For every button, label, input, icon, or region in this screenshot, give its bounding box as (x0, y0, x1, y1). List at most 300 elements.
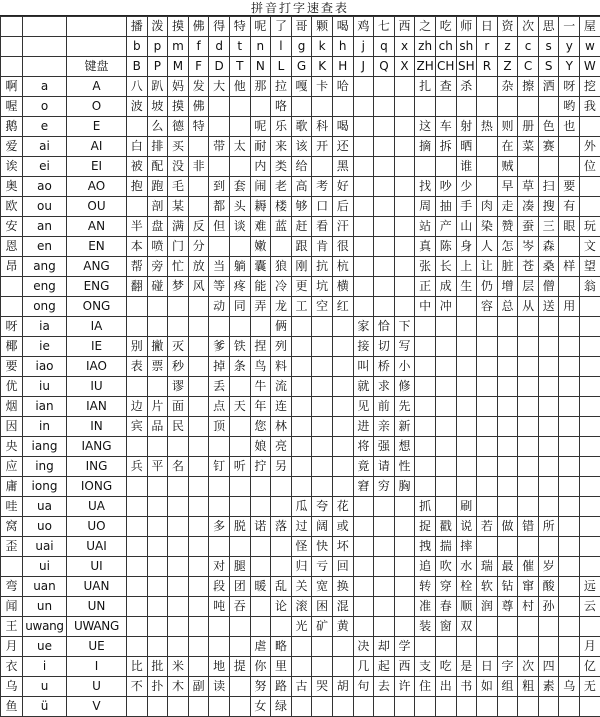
table-cell (188, 477, 209, 497)
table-cell: 杂 (497, 77, 518, 97)
table-cell: 平 (147, 457, 168, 477)
table-cell: 咯 (271, 97, 292, 117)
table-cell: IU (67, 377, 127, 397)
table-cell (229, 417, 250, 437)
table-cell: 路 (271, 677, 292, 697)
table-cell: 册 (518, 117, 539, 137)
table-cell (497, 337, 518, 357)
table-cell: 带 (209, 137, 230, 157)
table-cell (518, 477, 539, 497)
table-cell: AN (67, 217, 127, 237)
table-row (1, 317, 600, 337)
table-cell: 亏 (312, 557, 333, 577)
table-cell (394, 97, 415, 117)
table-cell: l (271, 37, 292, 57)
table-cell (67, 37, 127, 57)
table-row (1, 177, 600, 197)
table-cell: 佛 (188, 97, 209, 117)
table-cell: 喝 (332, 117, 353, 137)
table-cell (394, 237, 415, 257)
table-cell: 摸 (168, 17, 189, 37)
table-cell (456, 97, 477, 117)
table-cell: 站 (415, 217, 436, 237)
table-cell (332, 397, 353, 417)
table-cell (374, 237, 395, 257)
table-cell: 催 (518, 557, 539, 577)
table-cell: sh (456, 37, 477, 57)
table-cell: 肯 (312, 237, 333, 257)
table-cell: e (23, 117, 67, 137)
table-cell: 如 (477, 677, 498, 697)
table-cell: 虐 (250, 637, 271, 657)
table-cell: 说 (456, 517, 477, 537)
table-cell (312, 337, 333, 357)
pinyin-table (0, 16, 600, 717)
table-cell (538, 377, 559, 397)
table-cell: 被 (127, 157, 148, 177)
table-cell: 德 (168, 117, 189, 137)
table-cell (127, 537, 148, 557)
table-cell (332, 377, 353, 397)
table-cell: 毛 (168, 177, 189, 197)
table-cell: 手 (456, 197, 477, 217)
table-cell: 云 (580, 597, 600, 617)
table-cell: 烟 (1, 397, 23, 417)
table-cell: 兵 (127, 457, 148, 477)
table-cell: ei (23, 157, 67, 177)
table-row (1, 497, 600, 517)
table-cell: eng (23, 277, 67, 297)
table-cell (312, 357, 333, 377)
table-cell (250, 617, 271, 637)
table-cell: 僧 (538, 277, 559, 297)
table-cell: 月 (580, 637, 600, 657)
table-cell: k (312, 37, 333, 57)
table-cell: 送 (538, 297, 559, 317)
table-cell (374, 697, 395, 717)
table-cell: 跑 (147, 177, 168, 197)
table-cell: UO (67, 517, 127, 537)
table-row (1, 117, 600, 137)
table-cell: 来 (271, 137, 292, 157)
table-cell: c (518, 37, 539, 57)
table-cell (518, 417, 539, 437)
table-cell: 软 (477, 577, 498, 597)
table-cell (209, 477, 230, 497)
table-cell (394, 557, 415, 577)
table-cell: 这 (415, 117, 436, 137)
table-row (1, 277, 600, 297)
table-cell (394, 137, 415, 157)
table-row (1, 157, 600, 177)
table-cell: d (209, 37, 230, 57)
table-cell: 润 (477, 597, 498, 617)
table-row (1, 297, 600, 317)
table-cell: 查 (435, 77, 456, 97)
table-cell (477, 337, 498, 357)
table-cell: 头 (229, 197, 250, 217)
table-cell: 躺 (229, 257, 250, 277)
table-cell: 八 (127, 77, 148, 97)
table-cell: 满 (168, 217, 189, 237)
table-cell (518, 337, 539, 357)
table-cell: q (374, 37, 395, 57)
table-cell (353, 257, 374, 277)
table-cell: 是 (456, 657, 477, 677)
table-cell: t (229, 37, 250, 57)
table-cell (580, 337, 600, 357)
table-cell: 摔 (456, 537, 477, 557)
table-cell: 次 (518, 657, 539, 677)
table-cell: CH (435, 57, 456, 77)
table-cell: 别 (127, 337, 148, 357)
table-cell (559, 617, 580, 637)
table-cell (559, 437, 580, 457)
table-cell: u (23, 677, 67, 697)
table-cell: EI (67, 157, 127, 177)
table-cell (250, 557, 271, 577)
table-cell (477, 477, 498, 497)
table-cell (353, 537, 374, 557)
table-cell: 后 (332, 197, 353, 217)
table-cell: 连 (271, 397, 292, 417)
table-cell (497, 377, 518, 397)
table-cell (580, 197, 600, 217)
table-cell: n (250, 37, 271, 57)
table-cell: 能 (250, 277, 271, 297)
table-cell (394, 117, 415, 137)
table-cell (580, 377, 600, 397)
table-cell: 吨 (209, 597, 230, 617)
table-cell: 请 (374, 457, 395, 477)
table-cell: 组 (497, 677, 518, 697)
table-cell: 西 (394, 657, 415, 677)
table-cell (497, 697, 518, 717)
table-cell (353, 577, 374, 597)
table-cell: 努 (250, 677, 271, 697)
table-cell: 村 (518, 597, 539, 617)
table-cell: 贼 (497, 157, 518, 177)
table-cell: 眼 (559, 217, 580, 237)
table-cell: 写 (394, 337, 415, 357)
table-cell: 要 (559, 177, 580, 197)
table-cell: 发 (188, 77, 209, 97)
table-cell (538, 537, 559, 557)
table-cell: 乱 (271, 577, 292, 597)
table-cell: 洒 (538, 77, 559, 97)
table-cell: 吹 (435, 557, 456, 577)
table-cell (291, 657, 312, 677)
table-cell: 水 (456, 557, 477, 577)
table-cell: 成 (435, 277, 456, 297)
table-cell: ian (23, 397, 67, 417)
table-cell (229, 677, 250, 697)
table-row (1, 557, 600, 577)
table-cell: 品 (147, 417, 168, 437)
table-cell: 下 (394, 317, 415, 337)
table-cell (559, 597, 580, 617)
table-cell (168, 557, 189, 577)
table-cell: UN (67, 597, 127, 617)
table-cell (394, 157, 415, 177)
table-cell: 拉 (271, 77, 292, 97)
table-cell: j (353, 37, 374, 57)
table-cell: W (580, 57, 600, 77)
table-cell (168, 537, 189, 557)
table-cell: UA (67, 497, 127, 517)
table-row (1, 457, 600, 477)
table-cell (538, 97, 559, 117)
table-cell: 窝 (1, 517, 23, 537)
table-cell (332, 317, 353, 337)
table-cell (188, 657, 209, 677)
table-cell: 七 (374, 17, 395, 37)
table-cell: 喷 (147, 237, 168, 257)
table-cell: 四 (538, 657, 559, 677)
header-row-initials (1, 37, 600, 57)
table-cell (332, 337, 353, 357)
table-cell (435, 317, 456, 337)
table-cell (312, 637, 333, 657)
table-cell (291, 637, 312, 657)
table-cell: 做 (497, 517, 518, 537)
table-cell: 总 (497, 297, 518, 317)
table-cell (188, 357, 209, 377)
table-cell (394, 257, 415, 277)
table-cell: 弄 (250, 297, 271, 317)
table-cell: 天 (229, 397, 250, 417)
table-cell (394, 77, 415, 97)
table-cell: 吃 (435, 657, 456, 677)
table-cell: 从 (518, 297, 539, 317)
table-cell: w (580, 37, 600, 57)
table-cell (435, 397, 456, 417)
table-cell (415, 417, 436, 437)
table-cell: 上 (456, 257, 477, 277)
table-cell (312, 97, 333, 117)
table-cell (559, 397, 580, 417)
table-cell: 菜 (518, 137, 539, 157)
table-cell: 名 (168, 457, 189, 477)
table-cell: 蓝 (271, 217, 292, 237)
table-cell: 资 (497, 17, 518, 37)
table-cell: 弯 (1, 577, 23, 597)
table-cell: 科 (312, 117, 333, 137)
table-cell (518, 357, 539, 377)
table-cell: IANG (67, 437, 127, 457)
table-cell (559, 537, 580, 557)
table-cell: ING (67, 457, 127, 477)
table-cell: J (353, 57, 374, 77)
table-cell (209, 697, 230, 717)
table-cell (394, 177, 415, 197)
table-cell (271, 537, 292, 557)
table-cell (518, 397, 539, 417)
table-cell: 赞 (497, 217, 518, 237)
table-cell: 但 (209, 217, 230, 237)
table-cell (497, 437, 518, 457)
table-cell (271, 557, 292, 577)
table-cell (188, 137, 209, 157)
table-cell: 片 (147, 397, 168, 417)
table-cell (188, 437, 209, 457)
table-cell: 特 (229, 17, 250, 37)
table-cell (374, 117, 395, 137)
table-cell: y (559, 37, 580, 57)
table-cell (147, 437, 168, 457)
table-cell: 古 (291, 677, 312, 697)
table-cell: 闹 (250, 177, 271, 197)
table-cell (312, 377, 333, 397)
table-cell (353, 557, 374, 577)
table-cell: 许 (394, 677, 415, 697)
table-cell: g (291, 37, 312, 57)
table-cell: 用 (559, 297, 580, 317)
table-cell: 看 (312, 217, 333, 237)
table-cell: 本 (127, 237, 148, 257)
table-cell: 爹 (209, 337, 230, 357)
table-cell: 鱼 (1, 697, 23, 717)
table-cell (374, 557, 395, 577)
table-cell (477, 417, 498, 437)
table-cell: 论 (271, 597, 292, 617)
table-cell: 冷 (271, 277, 292, 297)
table-cell: 白 (127, 137, 148, 157)
table-row (1, 617, 600, 637)
table-cell (291, 397, 312, 417)
table-cell: 坡 (147, 97, 168, 117)
table-cell (374, 217, 395, 237)
table-cell: 怪 (291, 537, 312, 557)
table-cell: 他 (229, 77, 250, 97)
table-cell: 望 (580, 257, 600, 277)
table-cell: 肉 (477, 197, 498, 217)
table-cell: 光 (291, 617, 312, 637)
table-cell: 刷 (456, 497, 477, 517)
table-cell: ua (23, 497, 67, 517)
table-cell: 旁 (147, 257, 168, 277)
table-cell: 盘 (147, 217, 168, 237)
table-cell: X (394, 57, 415, 77)
table-cell: 接 (353, 337, 374, 357)
table-cell: iang (23, 437, 67, 457)
table-cell: 素 (538, 677, 559, 697)
table-cell (538, 337, 559, 357)
table-cell: 听 (229, 457, 250, 477)
table-cell: 钉 (209, 457, 230, 477)
table-cell (168, 317, 189, 337)
table-cell: 性 (394, 457, 415, 477)
table-cell (538, 697, 559, 717)
table-cell (415, 377, 436, 397)
table-cell: 小 (394, 357, 415, 377)
table-cell: 提 (229, 657, 250, 677)
table-cell: 岑 (518, 237, 539, 257)
table-cell (580, 497, 600, 517)
table-cell (415, 97, 436, 117)
table-cell (477, 177, 498, 197)
table-cell: 快 (312, 537, 333, 557)
table-cell: 摘 (415, 137, 436, 157)
table-cell: 开 (312, 137, 333, 157)
table-cell: iu (23, 377, 67, 397)
table-cell (374, 257, 395, 277)
table-cell: 戳 (435, 517, 456, 537)
table-cell: 表 (127, 357, 148, 377)
table-cell: 见 (353, 397, 374, 417)
table-cell: s (538, 37, 559, 57)
table-cell (435, 357, 456, 377)
table-cell: 衣 (1, 657, 23, 677)
table-cell: 呀 (559, 77, 580, 97)
table-cell: 谁 (456, 157, 477, 177)
table-cell (559, 457, 580, 477)
table-cell: 产 (435, 217, 456, 237)
table-cell: EN (67, 237, 127, 257)
table-cell: 摸 (168, 97, 189, 117)
table-cell (456, 297, 477, 317)
table-cell: 应 (1, 457, 23, 477)
table-cell (580, 557, 600, 577)
table-cell: 双 (456, 617, 477, 637)
table-cell (580, 517, 600, 537)
table-cell: 少 (456, 177, 477, 197)
table-cell: p (147, 37, 168, 57)
table-cell: 脱 (229, 517, 250, 537)
table-cell (477, 617, 498, 637)
table-cell: 爱 (1, 137, 23, 157)
table-cell: 当 (209, 257, 230, 277)
table-cell: 呢 (250, 117, 271, 137)
table-cell: 秒 (168, 357, 189, 377)
table-cell (332, 637, 353, 657)
sheet-title: 拼音打字速查表 (0, 0, 600, 16)
table-cell: 翻 (127, 277, 148, 297)
table-cell: ENG (67, 277, 127, 297)
table-cell (147, 317, 168, 337)
table-cell: a (23, 77, 67, 97)
table-cell: UI (67, 557, 127, 577)
table-cell: b (127, 37, 148, 57)
table-cell: 草 (518, 177, 539, 197)
table-cell: 句 (353, 677, 374, 697)
table-cell: O (67, 97, 127, 117)
table-cell (477, 357, 498, 377)
table-cell (271, 617, 292, 637)
table-cell: 前 (374, 397, 395, 417)
table-cell: 吵 (435, 177, 456, 197)
table-cell: 横 (332, 277, 353, 297)
table-cell (250, 597, 271, 617)
table-cell (312, 317, 333, 337)
table-cell: 宽 (312, 577, 333, 597)
table-cell (559, 317, 580, 337)
table-cell: 副 (188, 677, 209, 697)
table-cell: 狼 (271, 257, 292, 277)
table-cell: 抱 (127, 177, 148, 197)
table-cell (538, 157, 559, 177)
table-cell: 桥 (374, 357, 395, 377)
table-cell (291, 337, 312, 357)
table-cell: 动 (209, 297, 230, 317)
table-cell (374, 297, 395, 317)
table-cell: 我 (580, 97, 600, 117)
table-cell: 擦 (518, 77, 539, 97)
table-cell: 多 (209, 517, 230, 537)
table-cell (168, 497, 189, 517)
table-cell (147, 637, 168, 657)
table-cell: ui (23, 557, 67, 577)
